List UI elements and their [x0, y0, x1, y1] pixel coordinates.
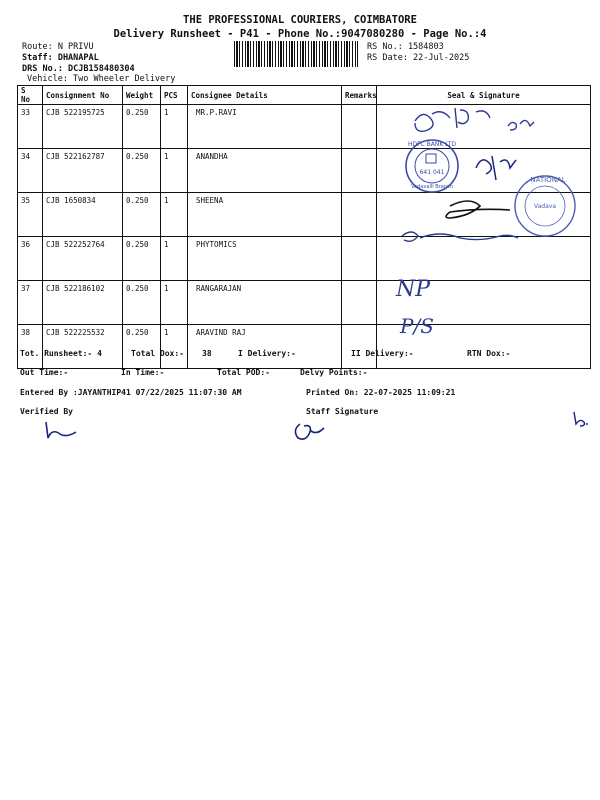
- cell-weight: 0.250: [123, 149, 161, 193]
- cell-consignment: CJB 1650834: [43, 193, 123, 237]
- total-dox-value: 38: [202, 349, 212, 358]
- col-consignment: Consignment No: [43, 86, 123, 105]
- hdfc-seal: [406, 140, 458, 192]
- col-pcs: PCS: [161, 86, 188, 105]
- col-seal-signature: Seal & Signature: [377, 86, 591, 105]
- tot-runsheet: Tot. Runsheet:- 4: [20, 349, 102, 358]
- handwritten-np: NP: [396, 277, 431, 302]
- cell-consignment: CJB 522225532: [43, 325, 123, 369]
- cell-remarks: [342, 193, 377, 237]
- cell-consignee: ANANDHA: [188, 149, 342, 193]
- cell-pcs: 1: [161, 281, 188, 325]
- cell-weight: 0.250: [123, 325, 161, 369]
- staff-signature: [288, 414, 328, 444]
- cell-sno: 36: [18, 237, 43, 281]
- cell-remarks: [342, 325, 377, 369]
- cell-sno: 38: [18, 325, 43, 369]
- verified-signature: [40, 418, 80, 442]
- route-label: Route: N PRIVU: [22, 42, 94, 52]
- cell-weight: 0.250: [123, 237, 161, 281]
- rs-number: RS No.: 1584803: [367, 42, 444, 52]
- cell-consignee: ARAVIND RAJ: [188, 325, 342, 369]
- total-dox-label: Total Dox:-: [131, 349, 184, 358]
- cell-sno: 35: [18, 193, 43, 237]
- cell-pcs: 1: [161, 193, 188, 237]
- staff-label: Staff: DHANAPAL: [22, 53, 99, 63]
- national-seal-mid: Vadava: [533, 203, 557, 210]
- cell-consignee: SHEENA: [188, 193, 342, 237]
- cell-consignee: PHYTOMICS: [188, 237, 342, 281]
- total-pod: Total POD:-: [217, 368, 270, 377]
- cell-remarks: [342, 105, 377, 149]
- cell-remarks: [342, 149, 377, 193]
- national-seal-top: NATIONAL: [530, 176, 566, 184]
- staff-signature-label: Staff Signature: [306, 407, 379, 416]
- cell-pcs: 1: [161, 237, 188, 281]
- out-time: Out Time:-: [20, 368, 69, 377]
- hdfc-seal-top: HDFC BANK LTD: [407, 141, 457, 148]
- ii-delivery: II Delivery:-: [351, 349, 414, 358]
- cell-consignment: CJB 522162787: [43, 149, 123, 193]
- cell-consignment: CJB 522186102: [43, 281, 123, 325]
- cell-consignment: CJB 522195725: [43, 105, 123, 149]
- cell-pcs: 1: [161, 325, 188, 369]
- cell-pcs: 1: [161, 149, 188, 193]
- cell-sno: 34: [18, 149, 43, 193]
- rtn-dox: RTN Dox:-: [467, 349, 511, 358]
- document-title: THE PROFESSIONAL COURIERS, COIMBATORE: [183, 14, 417, 26]
- i-delivery: I Delivery:-: [238, 349, 296, 358]
- col-sno: S No: [18, 86, 43, 105]
- cell-sno: 33: [18, 105, 43, 149]
- cell-pcs: 1: [161, 105, 188, 149]
- cell-remarks: [342, 237, 377, 281]
- cell-weight: 0.250: [123, 193, 161, 237]
- cell-sno: 37: [18, 281, 43, 325]
- barcode: [234, 41, 358, 67]
- col-remarks: Remarks: [342, 86, 377, 105]
- printed-on: Printed On: 22-07-2025 11:09:21: [306, 388, 456, 397]
- vehicle-label: Vehicle: Two Wheeler Delivery: [27, 74, 176, 84]
- document-subtitle: Delivery Runsheet - P41 - Phone No.:9047080280 - Page No.:4: [113, 28, 487, 40]
- rs-date: RS Date: 22-Jul-2025: [367, 53, 470, 63]
- cell-weight: 0.250: [123, 281, 161, 325]
- entered-by: Entered By :JAYANTHIP41 07/22/2025 11:07:30 AM: [20, 388, 242, 397]
- margin-mark: [568, 408, 598, 430]
- in-time: In Time:-: [121, 368, 165, 377]
- cell-weight: 0.250: [123, 105, 161, 149]
- drs-number: DRS No.: DCJB158480304: [22, 64, 135, 74]
- col-consignee: Consignee Details: [188, 86, 342, 105]
- signatures-overlay: [380, 96, 600, 346]
- cell-consignee: RANGARAJAN: [188, 281, 342, 325]
- cell-consignment: CJB 522252764: [43, 237, 123, 281]
- cell-consignee: MR.P.RAVI: [188, 105, 342, 149]
- handwritten-ps: P/S: [400, 314, 434, 338]
- delvy-points: Delvy Points:-: [300, 368, 368, 377]
- hdfc-seal-code: 641 041: [419, 169, 445, 176]
- hdfc-seal-bottom: Vadavalli Branch: [411, 184, 453, 190]
- cell-remarks: [342, 281, 377, 325]
- col-weight: Weight: [123, 86, 161, 105]
- national-seal: [515, 176, 575, 236]
- verified-by: Verified By: [20, 407, 73, 416]
